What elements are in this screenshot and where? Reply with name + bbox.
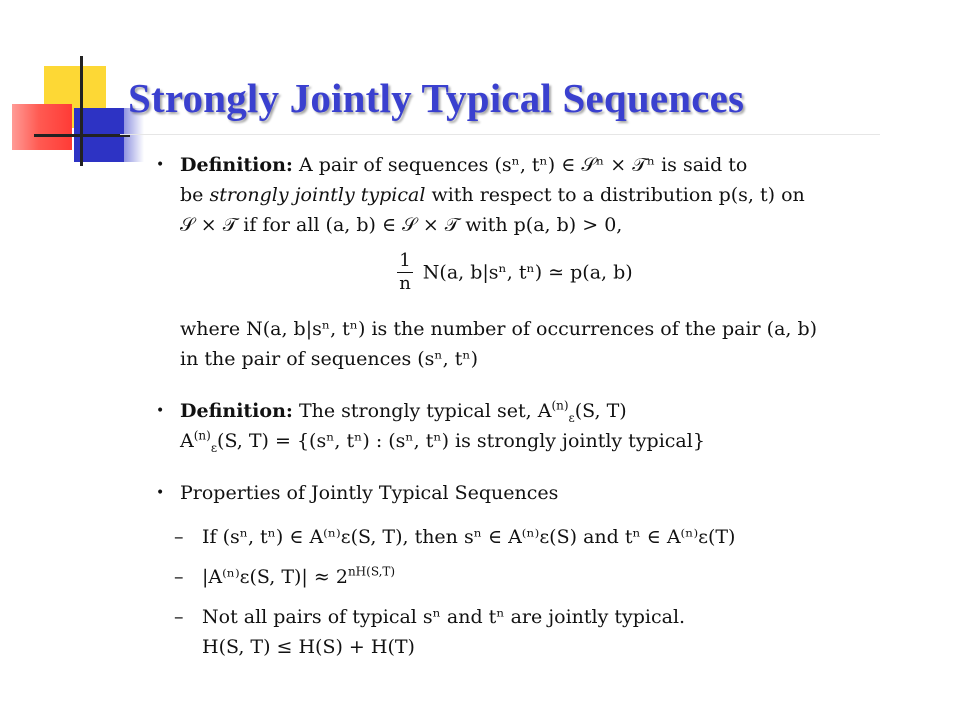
property-2 xyxy=(150,562,850,592)
equation-body: N(a, b|sⁿ, tⁿ) ≃ p(a, b) xyxy=(422,261,633,284)
def2-text2a: A xyxy=(180,430,194,452)
def1-after2: in the pair of sequences (sⁿ, tⁿ) xyxy=(180,348,478,370)
fraction-numerator: 1 xyxy=(399,250,411,271)
bullet-icon: • xyxy=(156,403,165,419)
def1-text1: A pair of sequences (sⁿ, tⁿ) ∈ 𝒮ⁿ × 𝒯ⁿ is said to xyxy=(298,154,748,176)
def1-line3: 𝒮 × 𝒯 if for all (a, b) ∈ 𝒮 × 𝒯 with p(a, b) > 0, xyxy=(180,214,623,236)
def2-line1 xyxy=(180,396,850,426)
def1-after1: where N(a, b|sⁿ, tⁿ) is the number of occurrences of the pair (a, b) xyxy=(180,318,818,340)
dash-marker: – xyxy=(174,606,184,628)
def1-text2a: be xyxy=(180,184,210,206)
def2-text1-end: (S, T) xyxy=(574,400,627,422)
equation-frequency xyxy=(180,250,850,304)
dash-marker: – xyxy=(174,526,184,548)
def1-text2c: with respect to a distribution p(s, t) on xyxy=(425,184,805,206)
def2-line2 xyxy=(180,426,850,456)
def2-sup2: (n) xyxy=(193,428,211,443)
definition-label: Definition: xyxy=(180,154,293,176)
properties-section xyxy=(150,478,850,508)
def1-line2 xyxy=(180,180,850,210)
property-3-text: Not all pairs of typical sⁿ and tⁿ are jointly typical. xyxy=(202,606,686,628)
def1-text2-italic: strongly jointly typical xyxy=(209,184,426,206)
property-1-text: If (sⁿ, tⁿ) ∈ A⁽ⁿ⁾ε(S, T), then sⁿ ∈ A⁽ⁿ⁾ε(S) and tⁿ ∈ A⁽ⁿ⁾ε(T) xyxy=(202,526,736,548)
property-1 xyxy=(150,522,850,552)
bullet-icon: • xyxy=(156,157,165,173)
definition-label: Definition: xyxy=(180,400,293,422)
def2-text1: The strongly typical set, A xyxy=(298,400,552,422)
property-2-text: |A⁽ⁿ⁾ε(S, T)| ≈ 2 xyxy=(202,566,348,588)
property-3 xyxy=(150,602,850,662)
def1-line1 xyxy=(180,150,850,180)
fraction-denominator: n xyxy=(399,273,411,294)
dash-marker: – xyxy=(174,566,184,588)
def2-sub2: ε xyxy=(210,440,218,455)
slide-title: Strongly Jointly Typical Sequences xyxy=(128,75,745,121)
property-3-inequality: H(S, T) ≤ H(S) + H(T) xyxy=(202,636,415,658)
def2-sub1: ε xyxy=(568,410,575,425)
bullet-icon: • xyxy=(156,485,165,501)
decor-red-square xyxy=(12,104,72,150)
properties-list xyxy=(150,522,850,662)
title-underline xyxy=(120,134,880,135)
slide-body xyxy=(150,150,850,662)
def2-sup1: (n) xyxy=(551,398,569,413)
properties-heading: Properties of Jointly Typical Sequences xyxy=(180,482,559,504)
decor-vertical-line xyxy=(80,56,83,166)
def2-text2-end: (S, T) = {(sⁿ, tⁿ) : (sⁿ, tⁿ) is strongly jointly typical} xyxy=(217,430,705,452)
property-2-exponent: nH(S,T) xyxy=(347,564,396,579)
fraction xyxy=(397,250,412,295)
definition-joint-typical xyxy=(150,150,850,374)
definition-typical-set xyxy=(150,396,850,456)
decor-horizontal-line xyxy=(34,134,130,137)
